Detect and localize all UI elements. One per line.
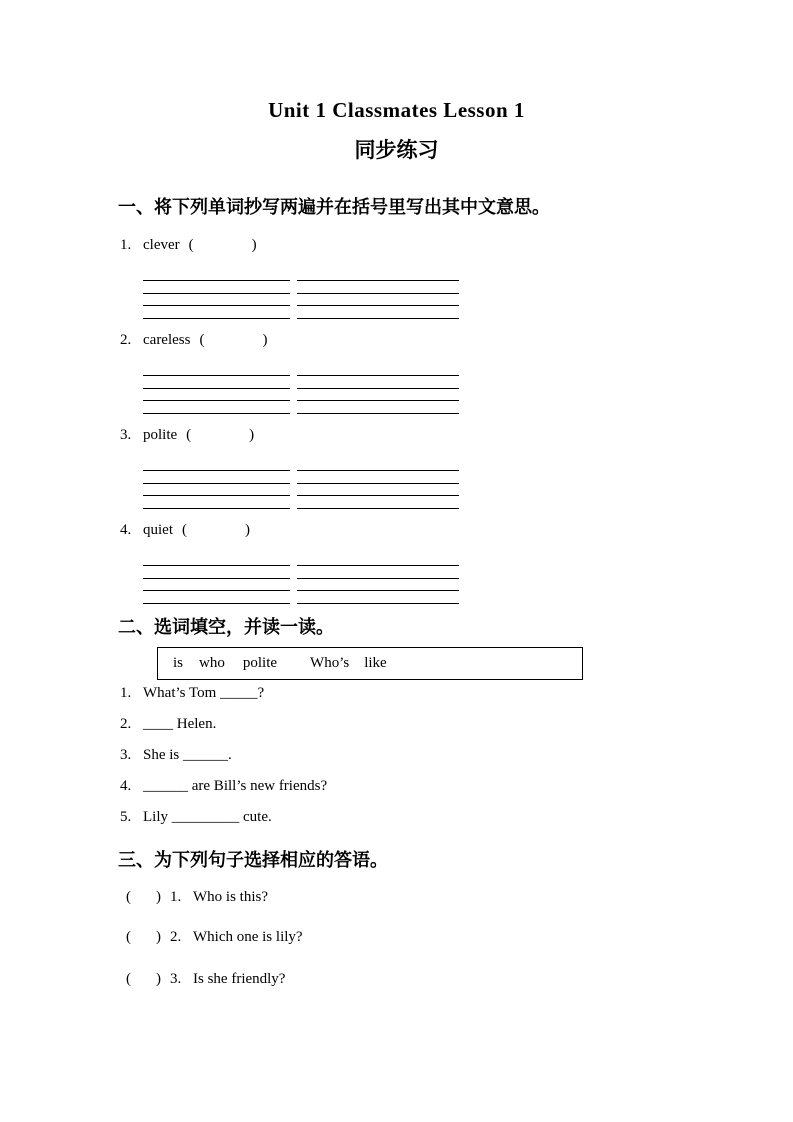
sentence-text: Lily _________ cute. — [143, 809, 272, 825]
item-number: 2. — [170, 929, 182, 945]
word-bank-word: who — [199, 655, 225, 671]
sentence-text: She is ______. — [143, 747, 232, 763]
writing-line — [143, 508, 290, 521]
writing-line — [143, 578, 290, 591]
handwriting-lines-column — [143, 470, 290, 520]
section-two-heading: 二、选词填空，并读一读。 — [118, 617, 334, 637]
item-number: 3. — [120, 747, 132, 763]
word-bank-word: Who’s — [310, 655, 350, 671]
handwriting-lines-column — [143, 375, 290, 425]
handwriting-lines — [143, 470, 463, 511]
paren-close: ) — [249, 427, 255, 443]
item-number: 4. — [120, 522, 132, 538]
paren-open: ( — [126, 929, 131, 945]
page-subtitle: 同步练习 — [354, 139, 439, 162]
item-number: 1. — [170, 889, 182, 905]
writing-line — [143, 388, 290, 401]
writing-line — [143, 495, 290, 508]
writing-line — [297, 388, 459, 401]
item-number: 1. — [120, 237, 132, 253]
writing-line — [297, 375, 459, 388]
word-label: clever — [143, 237, 180, 253]
writing-line — [297, 318, 459, 331]
answer-choice-item — [126, 929, 303, 946]
paren-close: ) — [251, 237, 257, 253]
handwriting-lines-column — [143, 565, 290, 615]
paren-close: ) — [156, 889, 161, 905]
word-bank-word: polite — [242, 655, 278, 671]
word-label: polite — [143, 427, 178, 443]
word-item-clever — [120, 237, 257, 254]
writing-line — [143, 375, 290, 388]
writing-line — [143, 293, 290, 306]
paren-close: ) — [156, 929, 161, 945]
fill-blank-sentence — [120, 747, 232, 764]
writing-line — [297, 470, 459, 483]
writing-line — [297, 305, 459, 318]
writing-line — [297, 483, 459, 496]
handwriting-lines-column — [297, 565, 459, 615]
writing-line — [143, 280, 290, 293]
writing-line — [143, 400, 290, 413]
writing-line — [297, 400, 459, 413]
paren-open: ( — [199, 332, 205, 348]
handwriting-lines-column — [297, 470, 459, 520]
handwriting-lines-column — [297, 280, 459, 330]
sentence-text: What’s Tom _____? — [143, 685, 265, 701]
paren-close: ) — [262, 332, 268, 348]
writing-line — [297, 590, 459, 603]
paren-open: ( — [126, 889, 131, 905]
writing-line — [143, 413, 290, 426]
word-item-quiet — [120, 522, 250, 539]
writing-line — [143, 318, 290, 331]
question-text: Which one is lily? — [193, 929, 303, 945]
writing-line — [297, 495, 459, 508]
page-title: Unit 1 Classmates Lesson 1 — [268, 98, 525, 122]
handwriting-lines — [143, 280, 463, 321]
item-number: 2. — [120, 716, 132, 732]
paren-close: ) — [156, 971, 161, 987]
paren-open: ( — [126, 971, 131, 987]
paren-open: ( — [188, 237, 194, 253]
handwriting-lines — [143, 375, 463, 416]
writing-line — [297, 280, 459, 293]
fill-blank-sentence — [120, 809, 272, 826]
word-bank-box — [157, 647, 583, 680]
paren-close: ) — [245, 522, 250, 538]
paren-open: ( — [186, 427, 192, 443]
section-one-heading: 一、将下列单词抄写两遍并在括号里写出其中文意思。 — [118, 197, 550, 217]
answer-choice-item — [126, 889, 268, 906]
item-number: 4. — [120, 778, 132, 794]
writing-line — [297, 413, 459, 426]
writing-line — [143, 590, 290, 603]
answer-choice-item — [126, 971, 285, 988]
writing-line — [143, 483, 290, 496]
handwriting-lines-column — [297, 375, 459, 425]
writing-line — [143, 305, 290, 318]
writing-line — [297, 578, 459, 591]
writing-line — [143, 470, 290, 483]
item-number: 5. — [120, 809, 132, 825]
word-bank-word: is — [173, 655, 184, 671]
item-number: 3. — [120, 427, 132, 443]
writing-line — [297, 508, 459, 521]
writing-line — [297, 565, 459, 578]
sentence-text: ____ Helen. — [143, 716, 217, 732]
writing-line — [143, 565, 290, 578]
question-text: Who is this? — [193, 889, 268, 905]
writing-line — [297, 293, 459, 306]
word-item-careless — [120, 332, 267, 349]
sentence-text: ______ are Bill’s new friends? — [143, 778, 328, 794]
handwriting-lines-column — [143, 280, 290, 330]
paren-open: ( — [182, 522, 187, 538]
question-text: Is she friendly? — [193, 971, 286, 987]
item-number: 1. — [120, 685, 132, 701]
handwriting-lines — [143, 565, 463, 606]
word-bank-word: like — [364, 655, 387, 671]
item-number: 2. — [120, 332, 132, 348]
section-three-heading: 三、为下列句子选择相应的答语。 — [118, 850, 388, 870]
word-label: quiet — [143, 522, 173, 538]
item-number: 3. — [170, 971, 182, 987]
word-item-polite — [120, 427, 254, 444]
fill-blank-sentence — [120, 716, 216, 733]
word-label: careless — [143, 332, 191, 348]
fill-blank-sentence — [120, 778, 327, 795]
fill-blank-sentence — [120, 685, 264, 702]
